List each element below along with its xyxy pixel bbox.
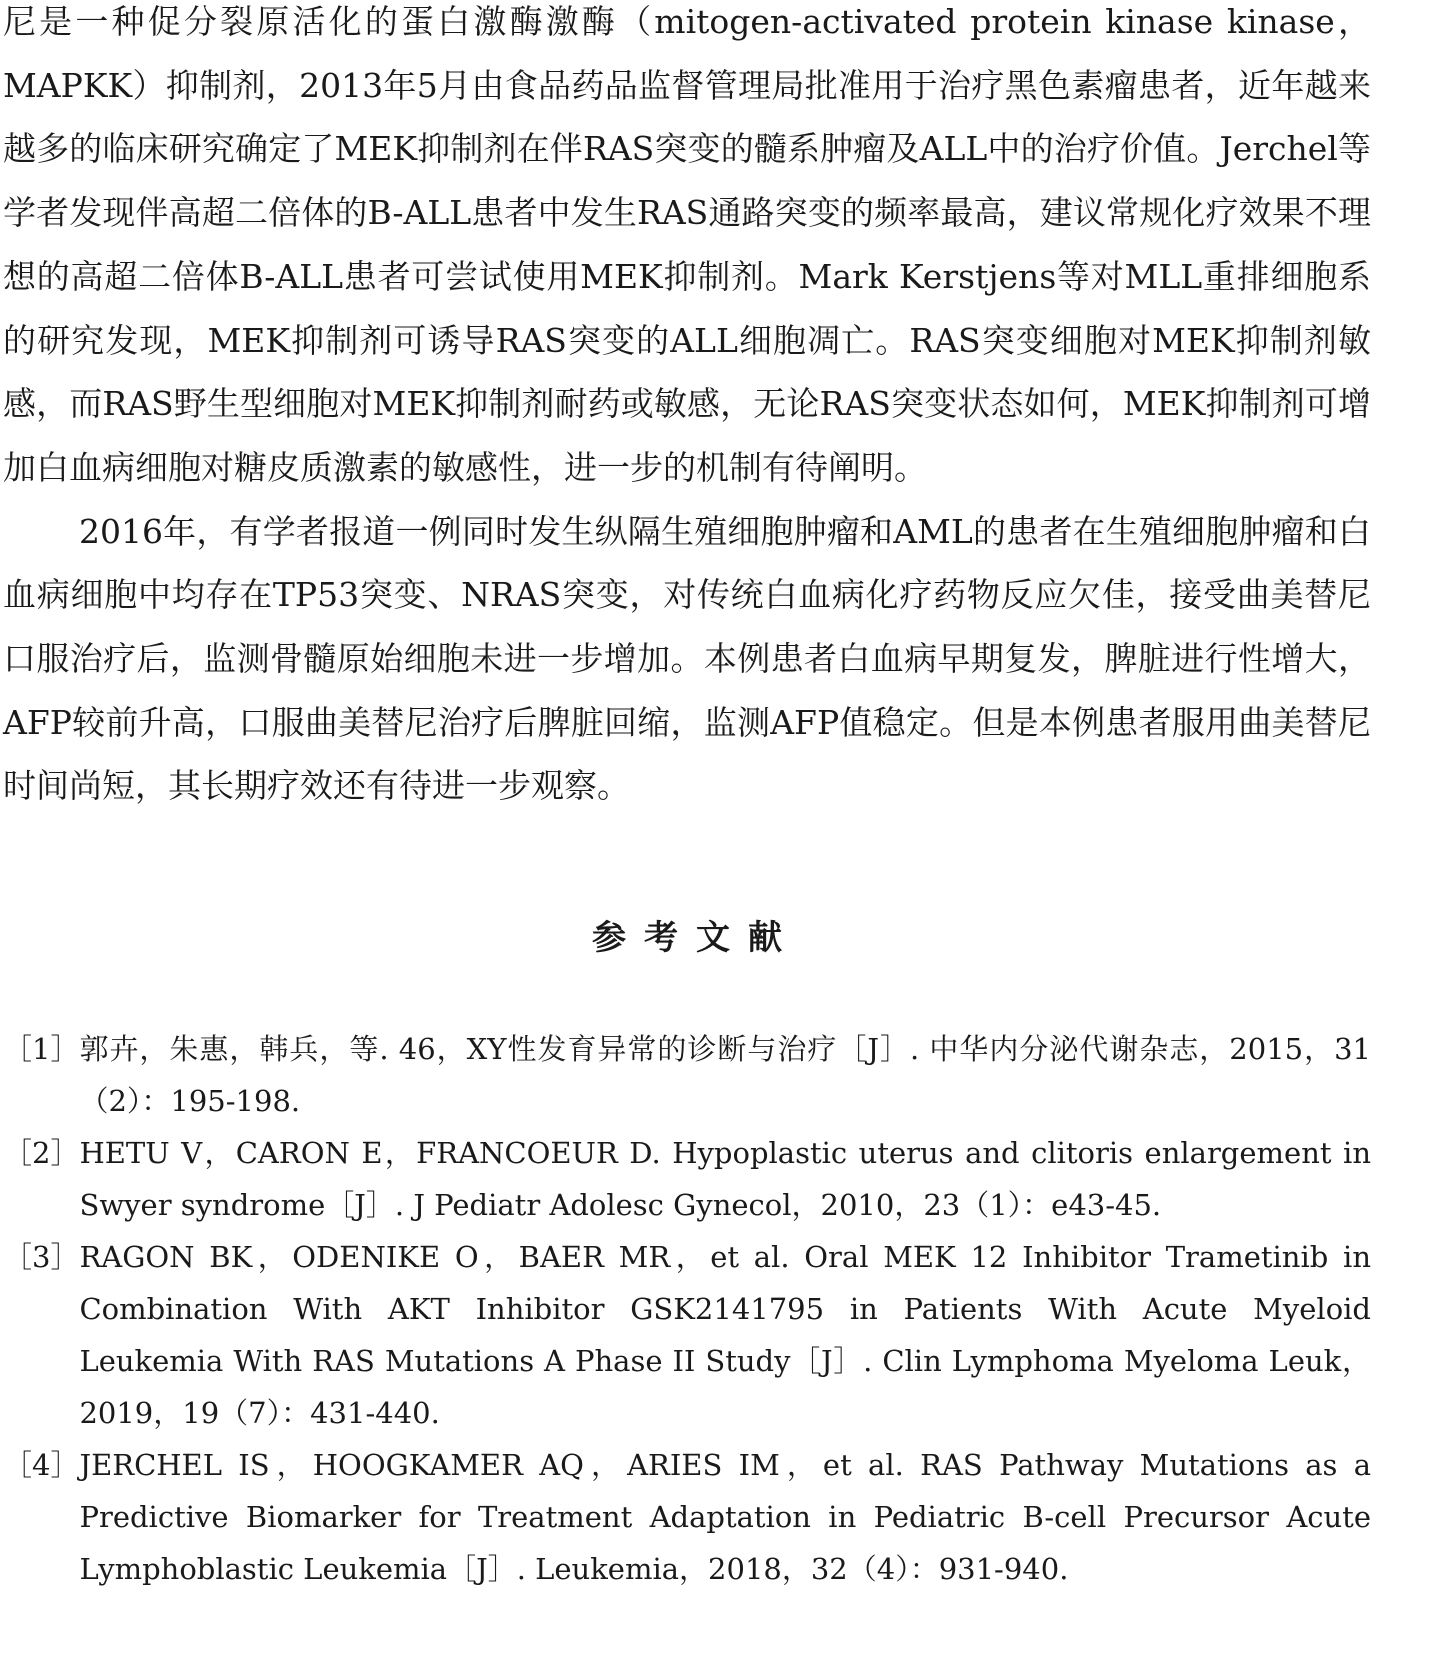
reference-item xyxy=(3,1023,1371,1127)
reference-item xyxy=(3,1231,1371,1439)
reference-text: JERCHEL IS，HOOGKAMER AQ，ARIES IM，et al. RAS Pathway Mutations as a Predictive Biomarker for Treatment Adaptation in Pediatric B-cell Precursor Acute Lymphoblastic Leukemia［J］. Leukemia，2018，32（4）：931-940. xyxy=(79,1448,1371,1587)
reference-number: ［2］ xyxy=(3,1136,80,1171)
references-title: 参考文献 xyxy=(592,918,800,959)
reference-number: ［4］ xyxy=(3,1448,80,1483)
reference-text: 郭卉，朱惠，韩兵，等. 46，XY性发育异常的诊断与治疗［J］. 中华内分泌代谢杂志，2015，31（2）：195-198. xyxy=(79,1032,1371,1119)
reference-number: ［1］ xyxy=(3,1032,80,1067)
reference-list xyxy=(3,1023,1371,1595)
body-paragraph-2: 2016年，有学者报道一例同时发生纵隔生殖细胞肿瘤和AML的患者在生殖细胞肿瘤和白血病细胞中均存在TP53突变、NRAS突变，对传统白血病化疗药物反应欠佳，接受曲美替尼口服治疗后，监测骨髓原始细胞未进一步增加。本例患者白血病早期复发，脾脏进行性增大，AFP较前升高，口服曲美替尼治疗后脾脏回缩，监测AFP值稳定。但是本例患者服用曲美替尼时间尚短，其长期疗效还有待进一步观察。 xyxy=(3,511,1371,806)
body-paragraph-1: 尼是一种促分裂原活化的蛋白激酶激酶（mitogen-activated protein kinase kinase，MAPKK）抑制剂，2013年5月由食品药品监督管理局批准用于治疗黑色素瘤患者，近年越来越多的临床研究确定了MEK抑制剂在伴RAS突变的髓系肿瘤及ALL中的治疗价值。Jerchel等学者发现伴高超二倍体的B-ALL患者中发生RAS通路突变的频率最高，建议常规化疗效果不理想的高超二倍体B-ALL患者可尝试使用MEK抑制剂。Mark Kerstjens等对MLL重排细胞系的研究发现，MEK抑制剂可诱导RAS突变的ALL细胞凋亡。RAS突变细胞对MEK抑制剂敏感，而RAS野生型细胞对MEK抑制剂耐药或敏感，无论RAS突变状态如何，MEK抑制剂可增加白血病细胞对糖皮质激素的敏感性，进一步的机制有待阐明。 xyxy=(3,2,1371,487)
reference-item xyxy=(3,1439,1371,1595)
reference-number: ［3］ xyxy=(3,1240,80,1275)
reference-text: HETU V，CARON E，FRANCOEUR D. Hypoplastic uterus and clitoris enlargement in Swyer syndrome［J］. J Pediatr Adolesc Gynecol，2010，23（1）：e43-45. xyxy=(79,1136,1371,1223)
reference-item xyxy=(3,1127,1371,1231)
reference-text: RAGON BK，ODENIKE O，BAER MR，et al. Oral MEK 12 Inhibitor Trametinib in Combination With AKT Inhibitor GSK2141795 in Patients With Acute Myeloid Leukemia With RAS Mutations A Phase II Study［J］. Clin Lymphoma Myeloma Leuk，2019，19（7）：431-440. xyxy=(79,1240,1371,1431)
